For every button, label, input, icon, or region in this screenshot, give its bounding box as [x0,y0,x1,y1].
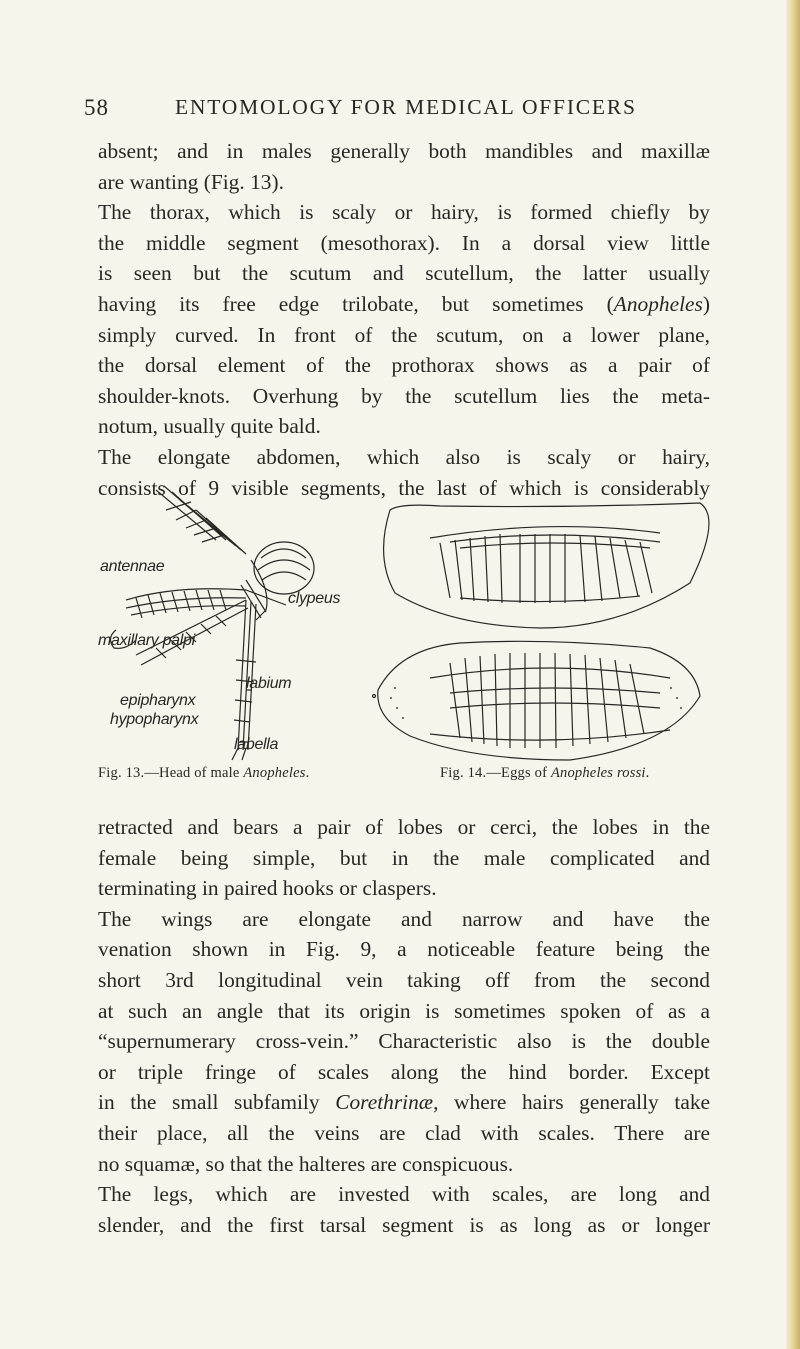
body-text-top [98,136,710,503]
text-fragment: , where hairs generally take [433,1090,711,1115]
text-line: consists of 9 visible segments, the last of which is considerably [98,475,710,500]
italic-term-corethrinae: Corethrinæ [335,1090,434,1115]
label-hypopharynx: hypopharynx [110,711,199,728]
figure-13-caption [98,765,309,782]
text-line: are wanting (Fig. 13). [98,169,284,194]
text-line: is seen but the scutum and scutellum, the latter usually [98,261,710,286]
body-text-bottom [98,812,710,1240]
text-line: their place, all the veins are clad with scales. There are [98,1120,710,1145]
caption-italic: Anopheles [243,765,306,781]
label-epipharynx: epipharynx [120,692,196,709]
page-edge-discoloration [786,0,800,1349]
text-line: “supernumerary cross-vein.” Characteristic also is the double [98,1029,710,1054]
label-clypeus: clypeus [288,590,341,607]
label-labella: labella [234,736,279,753]
text-line: the dorsal element of the prothorax shows as a pair of [98,353,710,378]
text-fragment: ) [702,291,710,316]
caption-text: Fig. 13.—Head of male [98,765,240,781]
label-maxillary-palpi: maxillary palpi [98,632,195,649]
text-line: at such an angle that its origin is sometimes spoken of as a [98,998,710,1023]
figure-13-head-illustration [96,480,346,762]
text-line-with-italic [98,289,710,320]
eggs-drawing [370,498,720,770]
caption-italic: Anopheles rossi [550,765,646,781]
text-line: slender, and the first tarsal segment is as long as or longer [98,1212,710,1237]
figure-14-eggs-illustration [370,498,720,770]
text-line: venation shown in Fig. 9, a noticeable feature being the [98,937,710,962]
page-header [0,95,800,125]
text-line: no squamæ, so that the halteres are conspicuous. [98,1151,514,1176]
text-line: The wings are elongate and narrow and have the [98,906,710,931]
text-line: retracted and bears a pair of lobes or cerci, the lobes in the [98,815,710,839]
label-labium: labium [246,675,292,692]
page-number: 58 [84,95,109,120]
text-line: The legs, which are invested with scales, are long and [98,1182,710,1207]
text-line: female being simple, but in the male complicated and [98,845,710,870]
text-line: terminating in paired hooks or claspers. [98,876,437,901]
text-line: notum, usually quite bald. [98,414,321,439]
figure-14-caption [440,765,649,782]
text-line: The thorax, which is scaly or hairy, is formed chiefly by [98,200,710,225]
text-line: simply curved. In front of the scutum, on a lower plane, [98,322,710,347]
text-line: the middle segment (mesothorax). In a dorsal view little [98,230,710,255]
label-antennae: antennae [100,558,165,575]
caption-text: Fig. 14.—Eggs of [440,765,548,781]
running-head: ENTOMOLOGY FOR MEDICAL OFFICERS [175,95,637,119]
text-line: or triple fringe of scales along the hind border. Except [98,1059,710,1084]
text-line: short 3rd longitudinal vein taking off from the second [98,967,710,992]
caption-text: . [305,765,310,781]
text-fragment: having its free edge trilobate, but sometimes ( [98,291,614,316]
text-line: shoulder-knots. Overhung by the scutellum lies the meta- [98,383,710,408]
text-line-with-italic [98,1087,710,1118]
caption-text: . [645,765,650,781]
text-line: absent; and in males generally both mandibles and maxillæ [98,139,710,163]
text-fragment: in the small subfamily [98,1090,336,1115]
text-line: The elongate abdomen, which also is scaly or hairy, [98,444,710,469]
italic-term-anopheles: Anopheles [613,291,703,316]
